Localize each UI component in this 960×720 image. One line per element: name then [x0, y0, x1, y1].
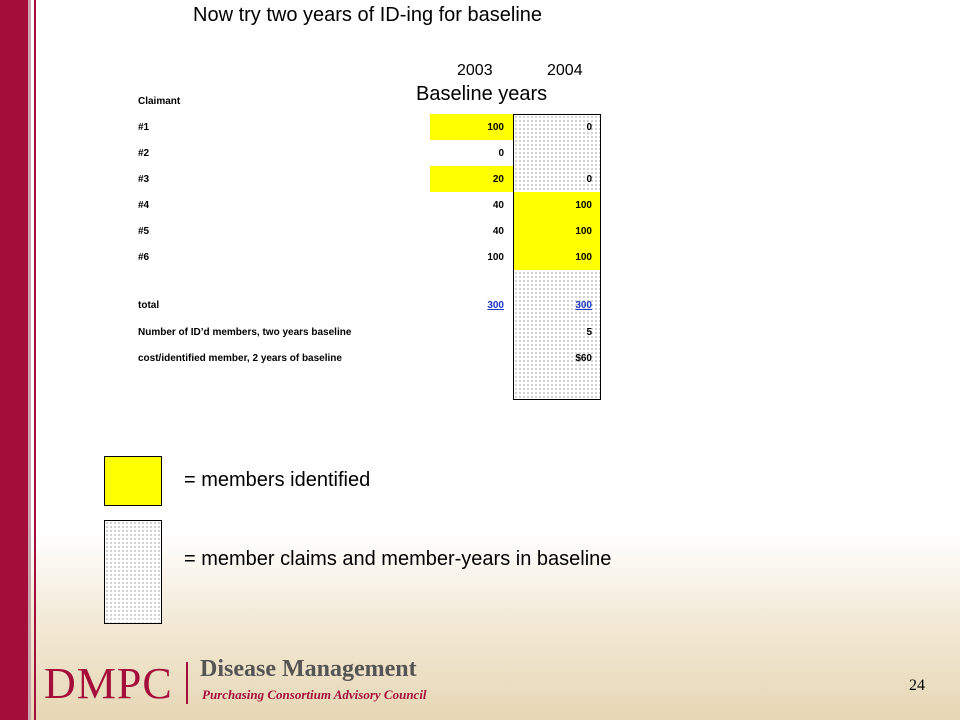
cell-3-2004: 0	[586, 174, 592, 185]
cell-1-2004: 0	[586, 122, 592, 133]
legend-identified-swatch	[104, 456, 162, 506]
cell-6-2003: 100	[487, 252, 504, 263]
legend-baseline-text: = member claims and member-years in baseline	[184, 548, 612, 570]
row-label-6: #6	[138, 252, 150, 263]
claimant-header: Claimant	[138, 96, 181, 107]
left-accent-line	[34, 0, 36, 720]
legend-identified-text: = members identified	[184, 469, 371, 491]
cell-1-2003: 100	[487, 122, 504, 133]
row-label-1: #1	[138, 122, 150, 133]
cell-5-2003: 40	[492, 226, 504, 237]
logo-name: Disease Management	[200, 656, 417, 682]
total-2003-value[interactable]	[424, 300, 504, 311]
cost-value: $60	[575, 353, 592, 364]
legend-baseline-swatch	[104, 520, 162, 624]
cell-4-2004: 100	[575, 200, 592, 211]
total-2004-link[interactable]: 300	[575, 300, 592, 311]
cell-3-2003: 20	[492, 174, 504, 185]
row-label-4: #4	[138, 200, 150, 211]
cost-label: cost/identified member, 2 years of baseline	[138, 353, 342, 364]
logo-divider	[186, 662, 188, 704]
page-number: 24	[909, 677, 925, 694]
total-2003-link[interactable]: 300	[487, 300, 504, 311]
cell-5-2004: 100	[575, 226, 592, 237]
members-value: 5	[586, 327, 592, 338]
left-accent-bar-edge	[28, 0, 31, 720]
year-2004-header: 2004	[547, 62, 583, 79]
slide-title: Now try two years of ID-ing for baseline	[193, 4, 543, 26]
cell-2-2003: 0	[498, 148, 504, 159]
row-label-5: #5	[138, 226, 150, 237]
row-label-2: #2	[138, 148, 150, 159]
year-2003-header: 2003	[457, 62, 493, 79]
cell-4-2003: 40	[492, 200, 504, 211]
logo-abbreviation: DMPC	[44, 659, 173, 708]
members-label: Number of ID’d members, two years baseline	[138, 327, 352, 338]
cell-6-2004: 100	[575, 252, 592, 263]
left-accent-bar	[0, 0, 28, 720]
baseline-years-label: Baseline years	[416, 83, 548, 105]
row-label-3: #3	[138, 174, 150, 185]
total-label: total	[138, 300, 160, 311]
logo-subtitle: Purchasing Consortium Advisory Council	[202, 687, 427, 702]
total-2004-value[interactable]	[512, 300, 592, 311]
